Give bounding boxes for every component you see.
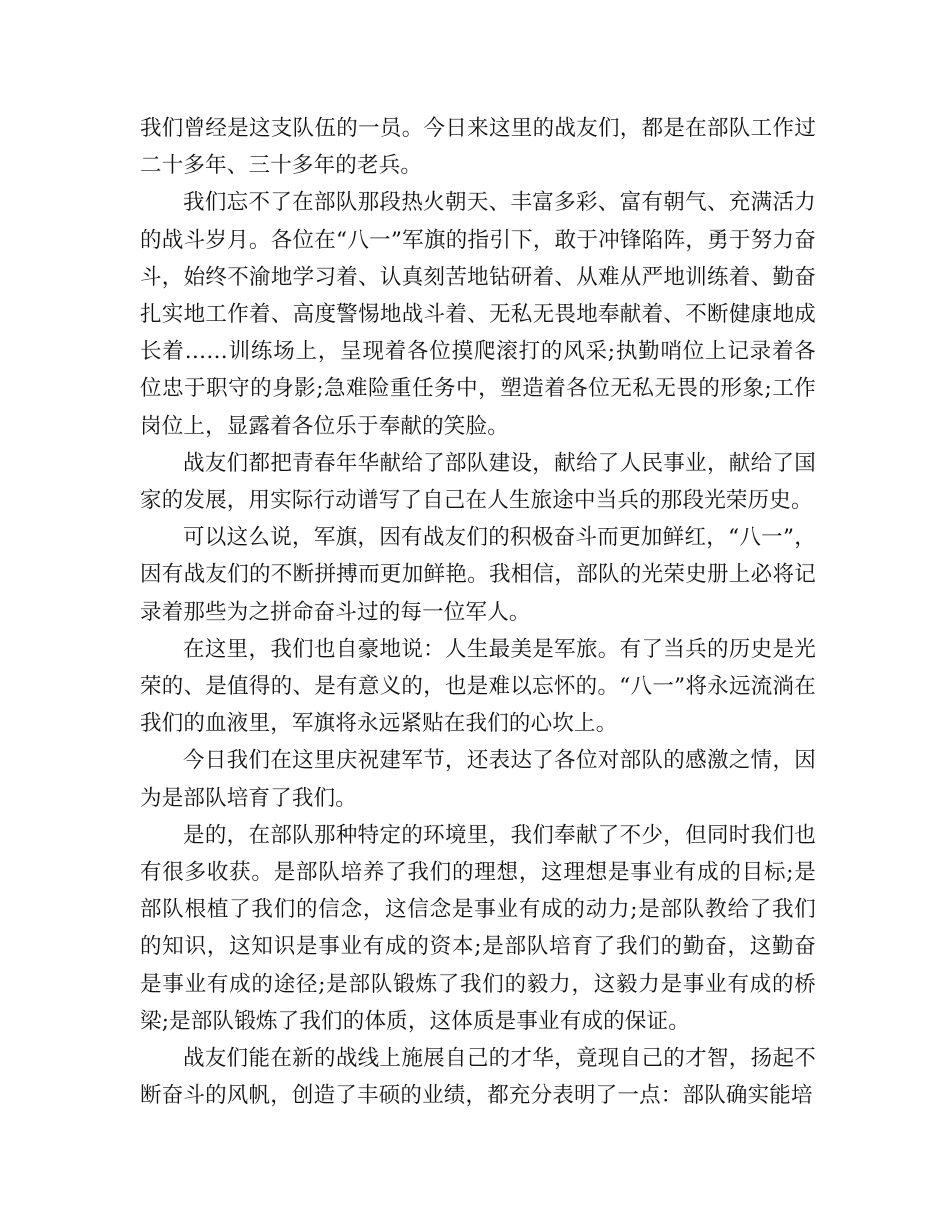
paragraph-7: 是的，在部队那种特定的环境里，我们奉献了不少，但同时我们也有很多收获。是部队培养了我们的理想，这理想是事业有成的目标;是部队根植了我们的信念，这信念是事业有成的动力;是部队教给了我们的知识，这知识是事业有成的资本;是部队培育了我们的勤奋，这勤奋是事业有成的途径;是部队锻炼了我们的毅力，这毅力是事业有成的桥梁;是部队锻炼了我们的体质，这体质是事业有成的保证。 [140, 822, 816, 1034]
paragraph-2: 我们忘不了在部队那段热火朝天、丰富多彩、富有朝气、充满活力的战斗岁月。各位在“八一”军旗的指引下，敢于冲锋陷阵，勇于努力奋斗，始终不渝地学习着、认真刻苦地钻研着、从难从严地训练着、勤奋扎实地工作着、高度警惕地战斗着、无私无畏地奉献着、不断健康地成长着……训练场上，呈现着各位摸爬滚打的风采;执勤哨位上记录着各位忠于职守的身影;急难险重任务中，塑造着各位无私无畏的形象;工作岗位上，显露着各位乐于奉献的笑脸。 [140, 190, 816, 439]
paragraph-6: 今日我们在这里庆祝建军节，还表达了各位对部队的感激之情，因为是部队培育了我们。 [140, 748, 816, 811]
paragraph-5: 在这里，我们也自豪地说：人生最美是军旅。有了当兵的历史是光荣的、是值得的、是有意义的，也是难以忘怀的。“八一”将永远流淌在我们的血液里，军旗将永远紧贴在我们的心坎上。 [140, 636, 816, 737]
paragraph-3: 战友们都把青春年华献给了部队建设，献给了人民事业，献给了国家的发展，用实际行动谱写了自己在人生旅途中当兵的那段光荣历史。 [140, 450, 816, 514]
document-body [140, 110, 816, 1114]
paragraph-1: 我们曾经是这支队伍的一员。今日来这里的战友们，都是在部队工作过二十多年、三十多年的老兵。 [140, 116, 816, 179]
paragraph-4: 可以这么说，军旗，因有战友们的积极奋斗而更加鲜红，“八一”，因有战友们的不断拼搏而更加鲜艳。我相信，部队的光荣史册上必将记录着那些为之拼命奋斗过的每一位军人。 [140, 525, 816, 625]
paragraph-8: 战友们能在新的战线上施展自己的才华，竟现自己的才智，扬起不断奋斗的风帆，创造了丰硕的业绩，都充分表明了一点：部队确实能培 [140, 1046, 816, 1109]
